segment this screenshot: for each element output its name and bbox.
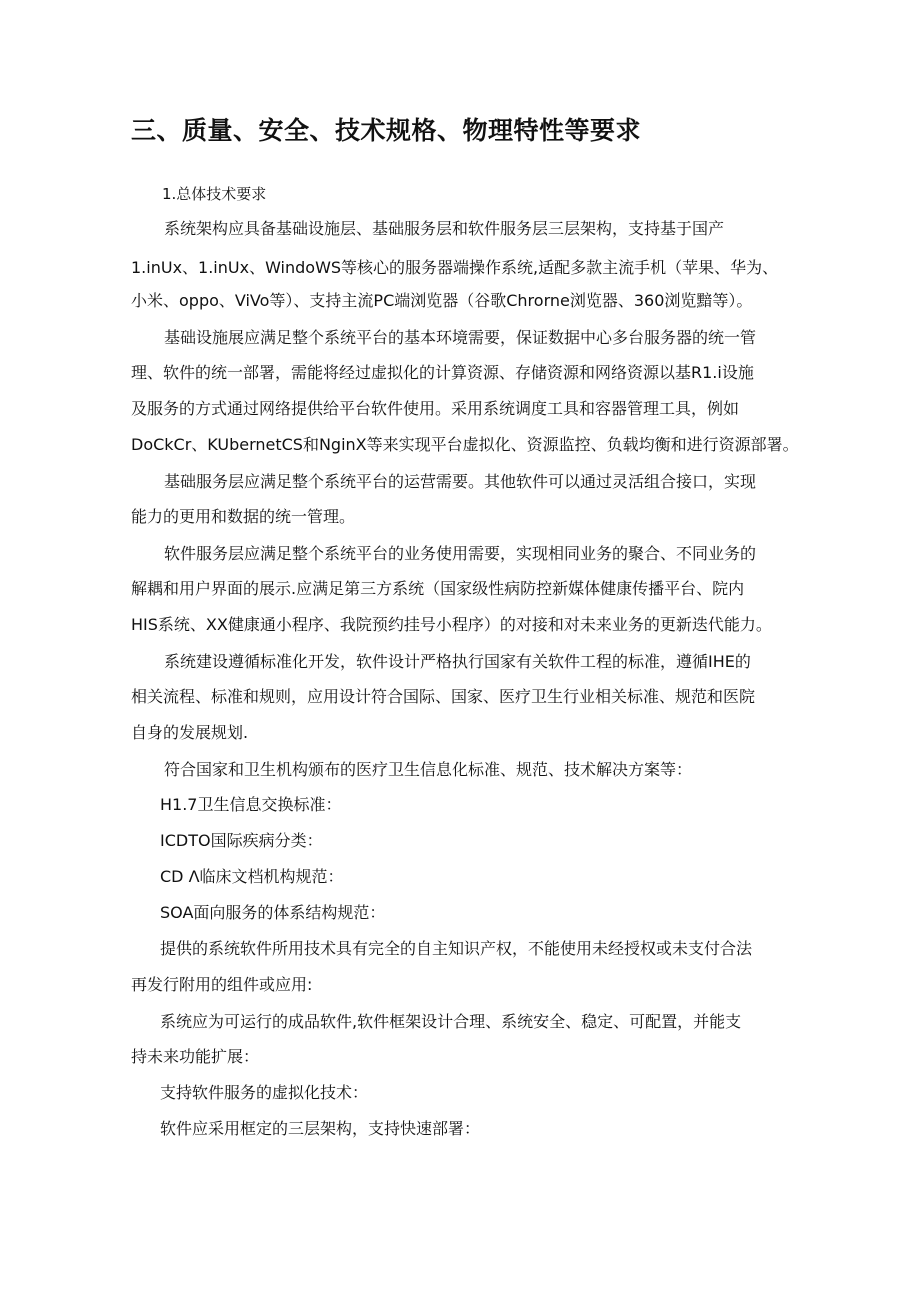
paragraph-line: 系统应为可运行的成品软件,软件框架设计合理、系统安全、稳定、可配置，并能支 bbox=[160, 1012, 742, 1031]
paragraph-line: 相关流程、标准和规则，应用设计符合国际、国家、医疗卫生行业相关标准、规范和医院 bbox=[131, 687, 756, 706]
paragraph-line: 持未来功能扩展： bbox=[131, 1047, 260, 1066]
paragraph-line: 1.inUx、1.inUx、WindoWS等核心的服务器端操作系统,适配多款主流手机（苹果、华为、 bbox=[131, 258, 779, 277]
paragraph-line: 解耦和用户界面的展示.应满足第三方系统（国家级性病防控新媒体健康传播平台、院内 bbox=[131, 579, 745, 598]
paragraph-line: 系统架构应具备基础设施层、基础服务层和软件服务层三层架构，支持基于国产 bbox=[164, 219, 725, 238]
paragraph-line: 支持软件服务的虚拟化技术： bbox=[160, 1083, 369, 1102]
paragraph-line: HIS系统、XX健康通小程序、我院预约挂号小程序）的对接和对未来业务的更新迭代能力。 bbox=[131, 615, 772, 634]
paragraph-line: 提供的系统软件所用技术具有完全的自主知识产权，不能使用未经授权或未支付合法 bbox=[160, 939, 753, 958]
paragraph-line: 系统建设遵循标准化开发，软件设计严格执行国家有关软件工程的标准，遵循IHE的 bbox=[164, 652, 751, 671]
list-item: CD Λ临床文档机构规范： bbox=[160, 867, 344, 886]
list-item: ICDTO国际疾病分类： bbox=[160, 831, 323, 850]
paragraph-line: 基础服务层应满足整个系统平台的运营需要。其他软件可以通过灵活组合接口，实现 bbox=[164, 472, 757, 491]
list-item: SOA面向服务的体系结构规范： bbox=[160, 903, 386, 922]
paragraph-line: 理、软件的统一部署，需能将经过虚拟化的计算资源、存储资源和网络资源以基R1.i设施 bbox=[131, 363, 754, 382]
paragraph-line: 及服务的方式通过网络提供给平台软件使用。采用系统调度工具和容器管理工具，例如 bbox=[131, 399, 740, 418]
list-item: H1.7卫生信息交换标准： bbox=[160, 795, 342, 814]
paragraph-line: 自身的发展规划. bbox=[131, 723, 249, 742]
paragraph-line: 软件应采用框定的三层架构，支持快速部署： bbox=[160, 1119, 481, 1138]
paragraph-line: 再发行附用的组件或应用: bbox=[131, 975, 313, 994]
paragraph-line: 基础设施展应满足整个系统平台的基本环境需要，保证数据中心多台服务器的统一管 bbox=[164, 328, 757, 347]
paragraph-line: 软件服务层应满足整个系统平台的业务使用需要，实现相同业务的聚合、不同业务的 bbox=[164, 544, 757, 563]
paragraph-line: 符合国家和卫生机构颁布的医疗卫生信息化标准、规范、技术解决方案等： bbox=[164, 760, 693, 779]
paragraph-line: 小米、oppo、ViVo等）、支持主流PC端浏览器（谷歌Chrorne浏览器、360浏览黯等）。 bbox=[131, 291, 753, 310]
section-heading: 三、质量、安全、技术规格、物理特性等要求 bbox=[131, 116, 642, 145]
paragraph-line: DoCkCr、KUbernetCS和NginX等来实现平台虚拟化、资源监控、负载均衡和进行资源部署。 bbox=[131, 435, 799, 454]
subsection-heading: 1.总体技术要求 bbox=[162, 185, 267, 203]
paragraph-line: 能力的更用和数据的统一管理。 bbox=[131, 507, 356, 526]
